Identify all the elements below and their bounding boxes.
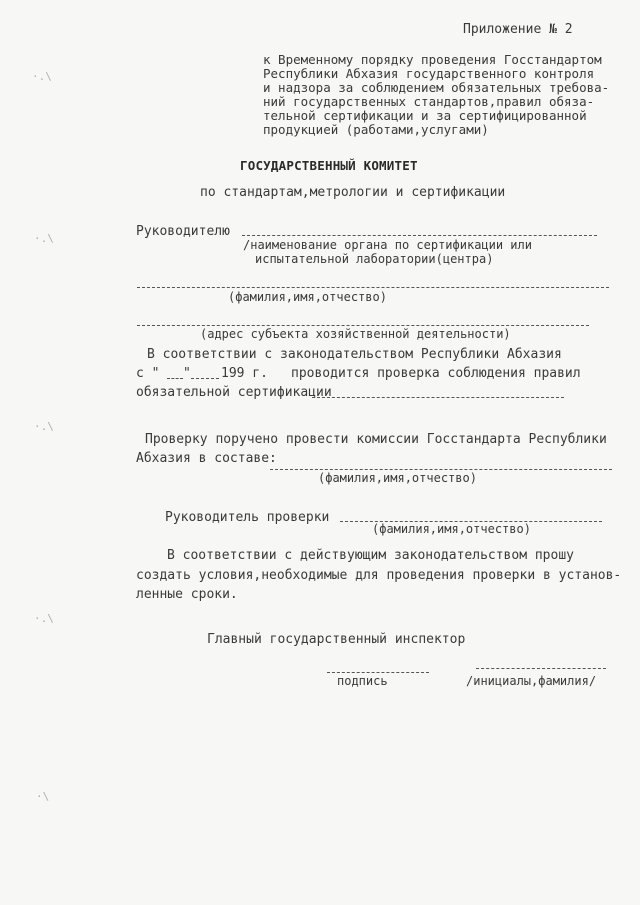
committee-subtitle: по стандартам,метрологии и сертификации <box>200 185 506 200</box>
appendix-line: к Временному порядку проведения Госстандартом <box>263 52 602 67</box>
initials-blank-line <box>476 668 606 669</box>
month-blank <box>191 378 219 379</box>
committee-name: ГОСУДАРСТВЕННЫЙ КОМИТЕТ <box>240 158 418 173</box>
address-blank-line <box>137 325 589 326</box>
organ-caption: /наименование органа по сертификации или <box>243 238 532 252</box>
date-prefix: с " <box>136 366 160 381</box>
appendix-line: и надзора за соблюдением обязательных требова- <box>263 80 610 95</box>
body-line: обязательной сертификации <box>136 385 332 400</box>
organ-blank-line <box>242 235 597 236</box>
organ-caption: испытательной лаборатории(центра) <box>255 252 494 266</box>
appendix-title: Приложение № 2 <box>463 22 573 37</box>
appendix-line: Республики Абхазия государственного контроля <box>263 66 595 81</box>
fio-blank-line <box>137 287 609 288</box>
commission-line: Проверку поручено провести комиссии Госстандарта Республики <box>145 432 607 447</box>
margin-mark: ·\ <box>36 790 50 803</box>
body-line: В соответствии с законодательством Республики Абхазия <box>147 347 562 362</box>
commission-line: Абхазия в составе: <box>136 451 277 466</box>
fio-caption: (фамилия,имя,отчество) <box>228 290 387 304</box>
appendix-line: тельной сертификации и за сертифицированной <box>263 108 587 123</box>
margin-mark: ·.\ <box>34 420 54 433</box>
cert-blank-line <box>312 397 564 398</box>
date-quote: " <box>183 366 191 381</box>
signature-title: Главный государственный инспектор <box>207 632 466 647</box>
request-line: В соответствии с действующим законодательством прошу <box>167 548 574 563</box>
addressee-label: Руководителю <box>136 224 230 239</box>
initials-caption: /инициалы,фамилия/ <box>466 674 597 688</box>
sign-blank-line <box>327 672 429 673</box>
commission-blank-line <box>270 469 612 470</box>
request-line: создать условия,необходимые для проведения проверки в установ- <box>136 568 622 583</box>
body-line: проводится проверка соблюдения правил <box>291 366 581 381</box>
margin-mark: ·.\ <box>34 612 54 625</box>
sign-caption: подпись <box>337 674 388 688</box>
request-line: ленные сроки. <box>136 587 238 602</box>
day-blank <box>167 378 183 379</box>
address-caption: (адрес субъекта хозяйственной деятельности) <box>200 327 511 341</box>
appendix-reference <box>263 53 609 137</box>
head-caption: (фамилия,имя,отчество) <box>372 522 531 536</box>
appendix-line: ний государственных стандартов,правил обяза- <box>263 94 595 109</box>
commission-caption: (фамилия,имя,отчество) <box>318 471 477 485</box>
margin-mark: ·.\ <box>32 70 52 83</box>
head-label: Руководитель проверки <box>165 510 330 525</box>
year: 199 г. <box>221 366 268 381</box>
appendix-line: продукцией (работами,услугами) <box>263 122 489 137</box>
margin-mark: ·.\ <box>34 232 54 245</box>
